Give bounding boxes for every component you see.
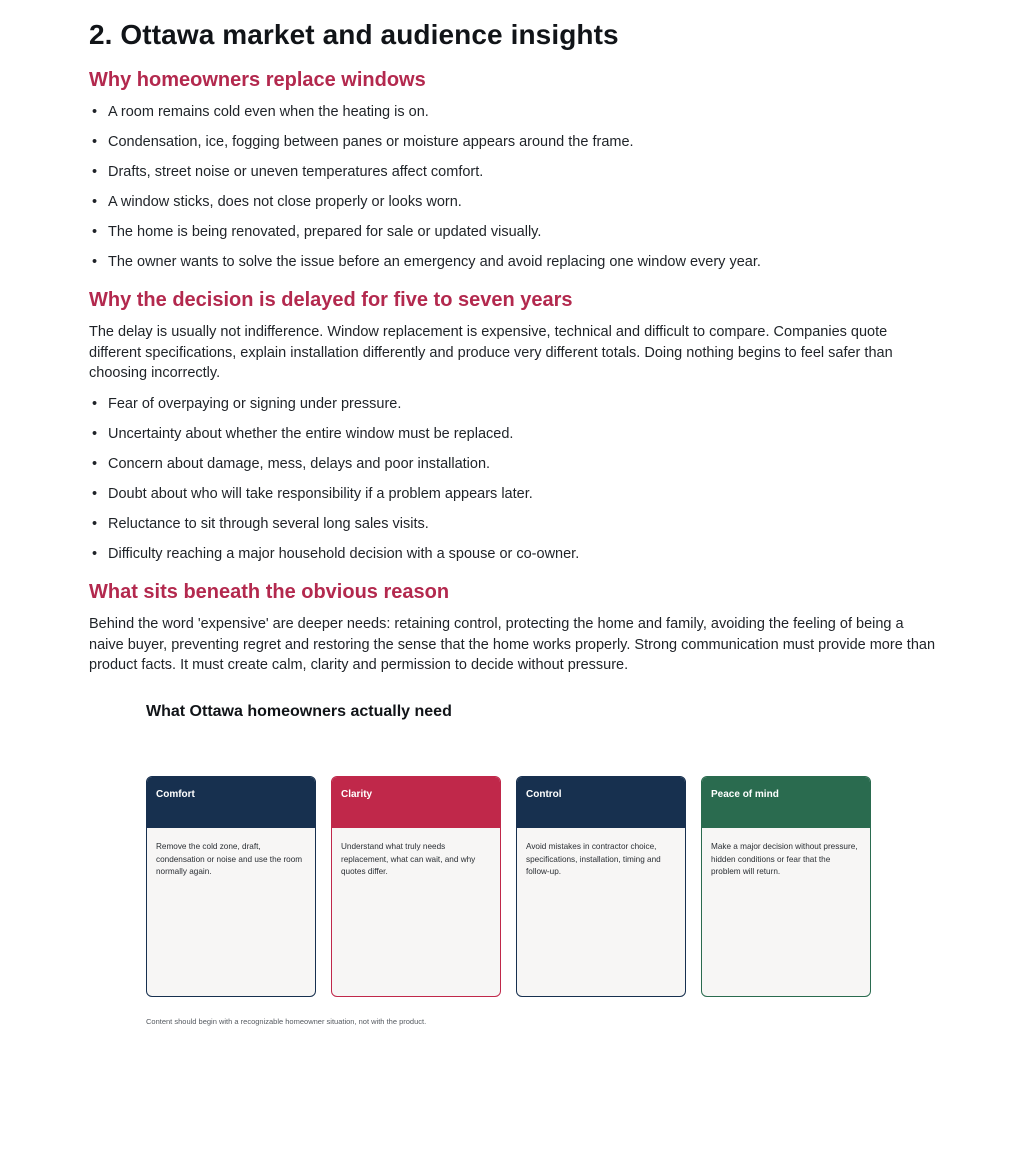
card-peace-of-mind bbox=[701, 776, 871, 997]
section-heading-beneath-reason: What sits beneath the obvious reason bbox=[89, 581, 450, 603]
delay-paragraph: The delay is usually not indifference. Window replacement is expensive, technical and difficult to compare. Companies quote different specifications, explain installation differently and produce very different totals. Doing nothing begins to feel safer than choosing incorrectly. bbox=[89, 324, 893, 381]
list-item: • The owner wants to solve the issue before an emergency and avoid replacing one window every year. bbox=[89, 253, 939, 283]
list-item: • Uncertainty about whether the entire window must be replaced. bbox=[89, 425, 939, 455]
card-title: Control bbox=[517, 777, 685, 828]
list-item: • Condensation, ice, fogging between panes or moisture appears around the frame. bbox=[89, 133, 939, 163]
list-item: • Difficulty reaching a major household decision with a spouse or co-owner. bbox=[89, 545, 939, 575]
list-item: • Concern about damage, mess, delays and poor installation. bbox=[89, 455, 939, 485]
card-body: Make a major decision without pressure, hidden conditions or fear that the problem will return. bbox=[711, 842, 858, 876]
list-item: • Doubt about who will take responsibility if a problem appears later. bbox=[89, 485, 939, 515]
card-body: Understand what truly needs replacement, what can wait, and why quotes differ. bbox=[341, 842, 476, 876]
card-comfort bbox=[146, 776, 316, 997]
figure-title: What Ottawa homeowners actually need bbox=[146, 703, 452, 720]
section-heading-why-replace: Why homeowners replace windows bbox=[89, 69, 426, 91]
needs-paragraph: Behind the word 'expensive' are deeper needs: retaining control, protecting the home and family, avoiding the feeling of being a naive buyer, preventing regret and restoring the sense that the home works properly. Strong communication must provide more than product facts. It must create calm, clarity and permission to decide without pressure. bbox=[89, 616, 936, 673]
list-item: • A window sticks, does not close properly or looks worn. bbox=[89, 193, 939, 223]
card-control bbox=[516, 776, 686, 997]
card-clarity bbox=[331, 776, 501, 997]
delay-reasons-list bbox=[89, 395, 939, 575]
replace-reasons-list bbox=[89, 103, 939, 283]
needs-cards bbox=[146, 776, 876, 999]
list-item: • The home is being renovated, prepared for sale or updated visually. bbox=[89, 223, 939, 253]
card-body: Avoid mistakes in contractor choice, specifications, installation, timing and follow-up. bbox=[526, 842, 661, 876]
page-title: 2. Ottawa market and audience insights bbox=[89, 19, 619, 50]
card-title: Peace of mind bbox=[702, 777, 870, 828]
card-body: Remove the cold zone, draft, condensation or noise and use the room normally again. bbox=[156, 842, 303, 876]
list-item: • Drafts, street noise or uneven temperatures affect comfort. bbox=[89, 163, 939, 193]
card-title: Comfort bbox=[147, 777, 315, 828]
list-item: • Fear of overpaying or signing under pressure. bbox=[89, 395, 939, 425]
card-title: Clarity bbox=[332, 777, 500, 828]
figure-caption: Content should begin with a recognizable homeowner situation, not with the product. bbox=[146, 1017, 427, 1026]
section-heading-decision-delay: Why the decision is delayed for five to seven years bbox=[89, 289, 573, 311]
list-item: • Reluctance to sit through several long sales visits. bbox=[89, 515, 939, 545]
list-item: • A room remains cold even when the heating is on. bbox=[89, 103, 939, 133]
